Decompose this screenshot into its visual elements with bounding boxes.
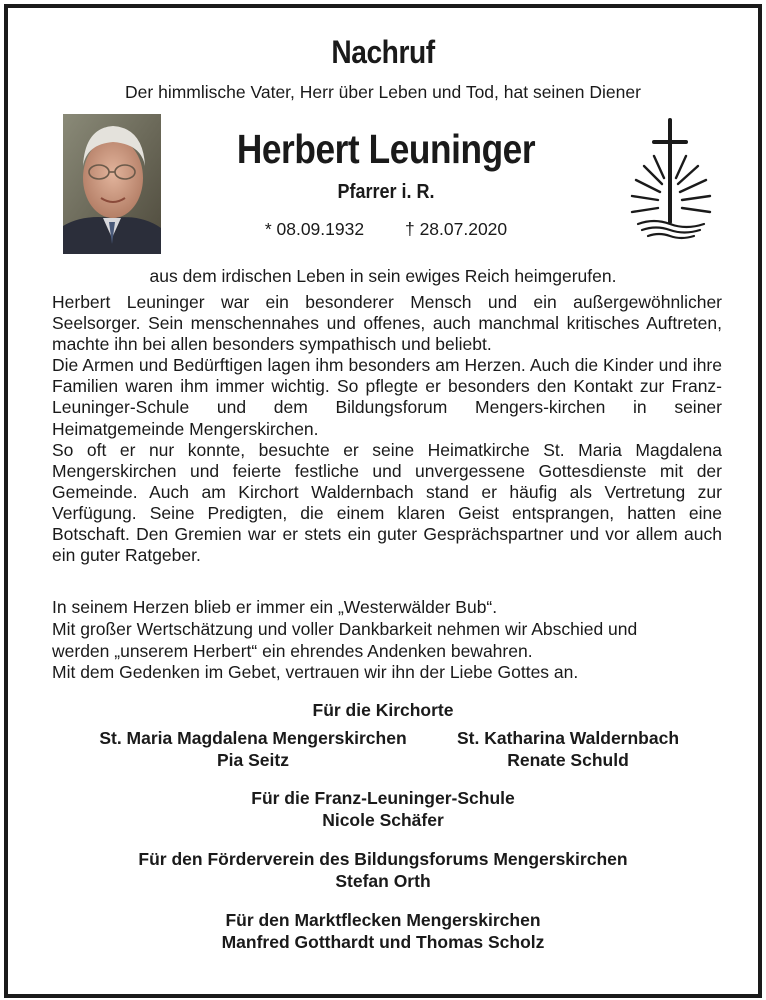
- signature-heading: Für den Förderverein des Bildungsforums Mengerskirchen: [138, 849, 628, 869]
- body-paragraph: Die Armen und Bedürftigen lagen ihm besonders am Herzen. Auch die Kinder und ihre Familien waren ihm immer wichtig. So pflegte er besonders den Kontakt zur Franz-Leuninger-Schule und dem Bildungsforum Mengers-kirchen in seiner Heimatgemeinde Mengerskirchen.: [52, 355, 722, 439]
- closing-line: In seinem Herzen blieb er immer ein „Westerwälder Bub“.: [52, 597, 498, 617]
- called-home-line: aus dem irdischen Leben in sein ewiges Reich heimgerufen.: [149, 266, 617, 286]
- closing-line: werden „unserem Herbert“ ein ehrendes Andenken bewahren.: [52, 640, 533, 661]
- body-paragraph: Herbert Leuninger war ein besonderer Mensch und ein außergewöhnlicher Seelsorger. Sein menschennahes und offenes, auch manchmal kritisches Auftreten, machte ihn bei allen besonders sympathisch und beliebt.: [52, 292, 722, 355]
- deceased-title: Pfarrer i. R.: [337, 181, 435, 203]
- church-emblem-icon: [624, 118, 724, 246]
- portrait-photo: [63, 114, 161, 254]
- markt-signature: [8, 910, 758, 953]
- signature-heading: Für den Marktflecken Mengerskirchen: [225, 910, 541, 930]
- kirchort-person: Pia Seitz: [217, 749, 289, 770]
- deceased-name: Herbert Leuninger: [236, 126, 536, 172]
- page-title: Nachruf: [331, 34, 435, 70]
- kirchort-signature: [68, 728, 438, 771]
- signature-person: Stefan Orth: [335, 870, 431, 891]
- portrait-illustration: [63, 114, 161, 254]
- kirchort-signature: [438, 728, 698, 771]
- signature-person: Manfred Gotthardt und Thomas Scholz: [221, 931, 545, 952]
- signature-person: Nicole Schäfer: [322, 809, 444, 830]
- kirchort-place: St. Maria Magdalena Mengerskirchen: [99, 728, 407, 748]
- life-dates: [158, 219, 614, 240]
- body-paragraph: So oft er nur konnte, besuchte er seine Heimatkirche St. Maria Magdalena Mengerskirchen und feierte festliche und unvergessene Gottesdienste mit der Gemeinde. Auch am Kirchort Waldernbach stand er häufig als Vertretung zur Verfügung. Seine Predigten, die einem klaren Geist entsprangen, hatten eine Botschaft. Den Gremien war er stets ein guter Gesprächspartner und vor allem auch ein guter Ratgeber.: [52, 439, 722, 566]
- death-date: † 28.07.2020: [404, 219, 508, 239]
- kirchort-place: St. Katharina Waldernbach: [456, 728, 680, 748]
- signature-heading: Für die Franz-Leuninger-Schule: [251, 788, 515, 808]
- schule-signature: [8, 788, 758, 831]
- kirchorte-heading: Für die Kirchorte: [312, 700, 454, 720]
- closing-text: [52, 597, 732, 684]
- obituary-frame: [4, 4, 762, 998]
- foerderverein-signature: [8, 849, 758, 892]
- closing-line: Mit großer Wertschätzung und voller Dankbarkeit nehmen wir Abschied und: [52, 618, 638, 639]
- obituary-body: [52, 292, 722, 566]
- closing-line: Mit dem Gedenken im Gebet, vertrauen wir ihn der Liebe Gottes an.: [52, 662, 579, 683]
- birth-date: * 08.09.1932: [264, 219, 365, 239]
- intro-line: Der himmlische Vater, Herr über Leben und Tod, hat seinen Diener: [125, 82, 641, 102]
- kirchort-person: Renate Schuld: [507, 749, 629, 770]
